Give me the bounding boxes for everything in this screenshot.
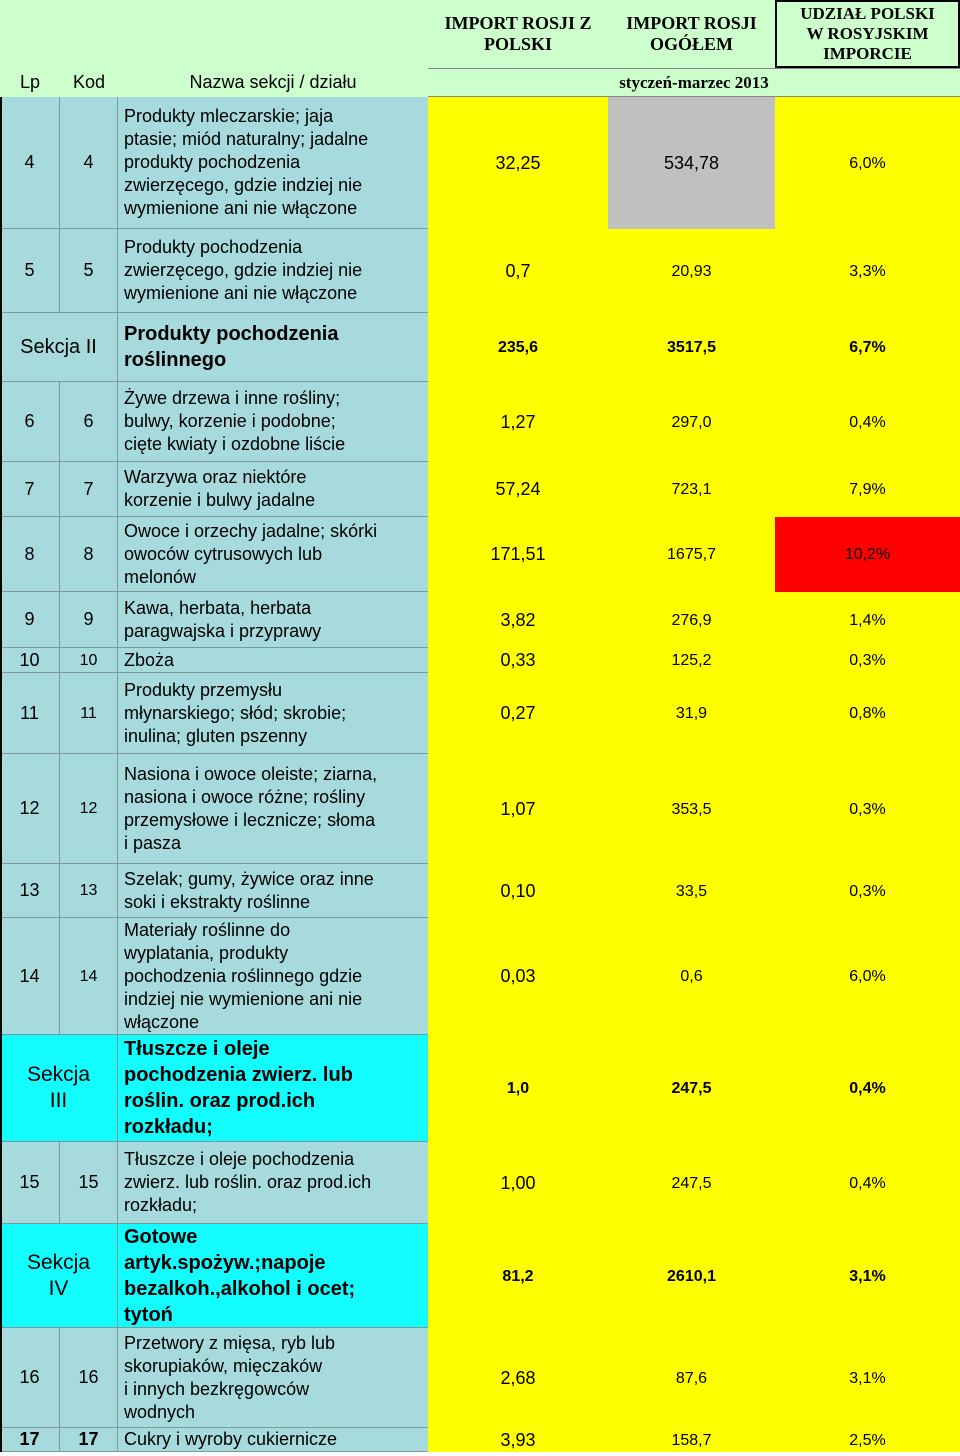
row-6-name-text: Kawa, herbata, herbata paragwajska i przyprawy xyxy=(124,597,322,641)
row-12-import-total xyxy=(608,1035,775,1142)
row-12-share-text: 0,4% xyxy=(849,1080,886,1097)
row-13-lp xyxy=(0,1142,60,1224)
row-14-import-total-text: 2610,1 xyxy=(667,1267,716,1285)
row-0-lp-text: 4 xyxy=(24,152,35,172)
row-9-import-total-text: 353,5 xyxy=(671,800,712,818)
row-15-share-text: 3,1% xyxy=(849,1369,886,1387)
row-7-name-text: Zboża xyxy=(124,649,175,670)
row-1-import-total xyxy=(608,229,775,313)
row-6-name xyxy=(118,592,428,648)
row-3-import-total xyxy=(608,382,775,462)
row-3-lp xyxy=(0,382,60,462)
row-0-import-total-text: 534,78 xyxy=(663,152,720,173)
row-7-import-from-poland xyxy=(428,648,608,673)
row-1-lp xyxy=(0,229,60,313)
row-0-import-from-poland-text: 32,25 xyxy=(495,152,541,173)
row-9-kod-text: 12 xyxy=(79,800,98,817)
row-11-import-from-poland-text: 0,03 xyxy=(500,966,536,986)
row-11-share-text: 6,0% xyxy=(849,968,886,985)
row-11-kod xyxy=(60,918,118,1035)
row-15-import-from-poland xyxy=(428,1328,608,1428)
row-6-lp-text: 9 xyxy=(24,609,35,629)
row-6-kod-text: 9 xyxy=(83,609,94,629)
row-13-import-from-poland-text: 1,00 xyxy=(500,1172,536,1193)
row-4-lp-text: 7 xyxy=(24,478,35,499)
row-0-share-text: 6,0% xyxy=(849,154,886,172)
row-6-share xyxy=(775,592,960,648)
header-lp xyxy=(0,68,60,97)
row-10-import-from-poland xyxy=(428,864,608,918)
row-14-import-from-poland-text: 81,2 xyxy=(502,1267,534,1285)
row-15-import-total xyxy=(608,1328,775,1428)
row-5-kod xyxy=(60,517,118,592)
header-period xyxy=(428,68,960,97)
row-0-import-total xyxy=(608,97,775,229)
row-9-name xyxy=(118,754,428,864)
row-1-name xyxy=(118,229,428,313)
row-13-import-from-poland xyxy=(428,1142,608,1224)
row-3-import-from-poland-text: 1,27 xyxy=(500,411,536,432)
row-9-share xyxy=(775,754,960,864)
row-13-lp-text: 15 xyxy=(19,1172,40,1192)
header-lp-text: Lp xyxy=(19,72,41,92)
header-import-total-text: IMPORT ROSJI OGÓŁEM xyxy=(626,13,757,54)
row-2-import-total-text: 3517,5 xyxy=(667,339,716,356)
row-3-name-text: Żywe drzewa i inne rośliny; bulwy, korzenie i podobne; cięte kwiaty i ozdobne liście xyxy=(124,388,346,454)
row-3-share xyxy=(775,382,960,462)
row-12-import-from-poland-text: 1,0 xyxy=(506,1080,530,1097)
row-0-kod-text: 4 xyxy=(83,152,94,172)
header-period-text: styczeń-marzec 2013 xyxy=(619,73,769,92)
row-4-import-total xyxy=(608,462,775,517)
row-10-import-from-poland-text: 0,10 xyxy=(500,880,536,901)
row-13-share xyxy=(775,1142,960,1224)
row-15-name xyxy=(118,1328,428,1428)
row-12-import-total-text: 247,5 xyxy=(671,1080,712,1097)
row-11-name xyxy=(118,918,428,1035)
row-2-import-total xyxy=(608,313,775,382)
header-kod xyxy=(60,68,118,97)
row-11-lp-text: 14 xyxy=(19,965,40,986)
row-10-import-total xyxy=(608,864,775,918)
row-8-import-total-text: 31,9 xyxy=(675,705,708,722)
row-8-share-text: 0,8% xyxy=(849,705,886,722)
row-10-lp xyxy=(0,864,60,918)
row-8-kod xyxy=(60,673,118,754)
row-1-import-total-text: 20,93 xyxy=(671,262,712,280)
row-13-name-text: Tłuszcze i oleje pochodzenia zwierz. lub roślin. oraz prod.ich rozkładu; xyxy=(124,1149,372,1215)
row-1-name-text: Produkty pochodzenia zwierzęcego, gdzie indziej nie wymienione ani nie włączone xyxy=(124,237,363,303)
row-14-import-from-poland xyxy=(428,1224,608,1328)
row-10-kod xyxy=(60,864,118,918)
row-0-lp xyxy=(0,97,60,229)
row-7-share xyxy=(775,648,960,673)
row-3-kod-text: 6 xyxy=(83,411,94,431)
row-9-lp xyxy=(0,754,60,864)
header-import-from-poland xyxy=(428,0,608,68)
row-1-share xyxy=(775,229,960,313)
row-11-import-total-text: 0,6 xyxy=(680,968,703,985)
header-kod-text: Kod xyxy=(72,72,106,92)
row-4-kod-text: 7 xyxy=(83,478,94,499)
row-4-share-text: 7,9% xyxy=(849,481,886,498)
row-16-import-from-poland-text: 3,93 xyxy=(500,1429,536,1450)
row-4-share xyxy=(775,462,960,517)
row-11-share xyxy=(775,918,960,1035)
row-16-kod-text: 17 xyxy=(78,1429,99,1449)
row-0-name-text: Produkty mleczarskie; jaja ptasie; miód naturalny; jadalne produkty pochodzenia zwierzęcego, gdzie indziej nie wymienione ani nie włączone xyxy=(124,106,369,218)
row-0-import-from-poland xyxy=(428,97,608,229)
row-9-share-text: 0,3% xyxy=(849,800,886,818)
header-import-total xyxy=(608,0,775,68)
row-6-import-from-poland-text: 3,82 xyxy=(500,609,536,630)
row-16-name xyxy=(118,1428,428,1452)
row-15-lp xyxy=(0,1328,60,1428)
row-12-import-from-poland xyxy=(428,1035,608,1142)
row-5-kod-text: 8 xyxy=(83,543,94,564)
row-15-name-text: Przetwory z mięsa, ryb lub skorupiaków, mięczaków i innych bezkręgowców wodnych xyxy=(124,1332,336,1422)
row-13-import-total xyxy=(608,1142,775,1224)
row-7-import-total-text: 125,2 xyxy=(671,652,712,669)
row-11-lp xyxy=(0,918,60,1035)
row-5-import-total-text: 1675,7 xyxy=(667,546,716,563)
row-1-share-text: 3,3% xyxy=(849,262,886,280)
row-5-import-from-poland-text: 171,51 xyxy=(490,544,546,564)
row-13-name xyxy=(118,1142,428,1224)
row-10-kod-text: 13 xyxy=(79,882,98,899)
row-15-share xyxy=(775,1328,960,1428)
row-5-lp xyxy=(0,517,60,592)
row-9-kod xyxy=(60,754,118,864)
row-5-import-total xyxy=(608,517,775,592)
row-13-share-text: 0,4% xyxy=(849,1174,886,1192)
row-16-import-from-poland xyxy=(428,1428,608,1452)
row-8-import-from-poland-text: 0,27 xyxy=(500,703,536,723)
row-11-name-text: Materiały roślinne do wyplatania, produkty pochodzenia roślinnego gdzie indziej nie wymienione ani nie włączone xyxy=(124,919,363,1032)
row-5-name-text: Owoce i orzechy jadalne; skórki owoców cytrusowych lub melonów xyxy=(124,520,378,587)
row-16-share-text: 2,5% xyxy=(849,1431,886,1449)
row-14-section-label-text: Sekcja IV xyxy=(26,1250,91,1300)
row-0-name xyxy=(118,97,428,229)
header-import-from-poland-text: IMPORT ROSJI Z POLSKI xyxy=(444,13,592,54)
row-0-kod xyxy=(60,97,118,229)
row-2-import-from-poland-text: 235,6 xyxy=(497,339,539,356)
row-7-kod-text: 10 xyxy=(79,651,98,669)
row-11-kod-text: 14 xyxy=(79,967,98,985)
row-4-lp xyxy=(0,462,60,517)
row-7-name xyxy=(118,648,428,673)
row-10-share xyxy=(775,864,960,918)
row-7-lp-text: 10 xyxy=(19,649,40,670)
row-9-lp-text: 12 xyxy=(19,798,40,818)
row-3-import-total-text: 297,0 xyxy=(671,413,712,431)
row-11-import-total xyxy=(608,918,775,1035)
row-6-lp xyxy=(0,592,60,648)
row-3-kod xyxy=(60,382,118,462)
row-6-import-total-text: 276,9 xyxy=(671,611,712,629)
row-9-import-total xyxy=(608,754,775,864)
row-3-name xyxy=(118,382,428,462)
row-16-lp-text: 17 xyxy=(19,1429,40,1449)
row-13-import-total-text: 247,5 xyxy=(671,1174,712,1192)
row-8-share xyxy=(775,673,960,754)
header-name xyxy=(118,68,428,97)
row-2-share xyxy=(775,313,960,382)
row-7-kod xyxy=(60,648,118,673)
row-14-name-text: Gotowe artyk.spożyw.;napoje bezalkoh.,alkohol i ocet; tytoń xyxy=(124,1225,356,1326)
row-10-lp-text: 13 xyxy=(19,880,40,900)
row-16-import-total-text: 158,7 xyxy=(671,1431,712,1449)
row-13-kod xyxy=(60,1142,118,1224)
row-9-name-text: Nasiona i owoce oleiste; ziarna, nasiona i owoce różne; rośliny przemysłowe i lecznicze; słoma i pasza xyxy=(124,763,378,853)
row-4-name xyxy=(118,462,428,517)
row-2-section-label-text: Sekcja II xyxy=(20,336,97,358)
row-8-lp xyxy=(0,673,60,754)
row-1-kod xyxy=(60,229,118,313)
row-8-name-text: Produkty przemysłu młynarskiego; słód; skrobie; inulina; gluten pszenny xyxy=(124,679,347,746)
row-4-name-text: Warzywa oraz niektóre korzenie i bulwy jadalne xyxy=(124,467,316,510)
row-14-share xyxy=(775,1224,960,1328)
row-6-share-text: 1,4% xyxy=(849,611,886,629)
row-7-lp xyxy=(0,648,60,673)
row-10-import-total-text: 33,5 xyxy=(675,882,708,900)
row-13-kod-text: 15 xyxy=(78,1172,99,1192)
row-10-share-text: 0,3% xyxy=(849,882,886,900)
row-14-import-total xyxy=(608,1224,775,1328)
row-9-import-from-poland xyxy=(428,754,608,864)
row-6-import-total xyxy=(608,592,775,648)
row-5-name xyxy=(118,517,428,592)
row-6-import-from-poland xyxy=(428,592,608,648)
row-16-share xyxy=(775,1428,960,1452)
row-15-kod xyxy=(60,1328,118,1428)
row-16-kod xyxy=(60,1428,118,1452)
row-8-name xyxy=(118,673,428,754)
row-8-kod-text: 11 xyxy=(80,704,97,722)
row-2-import-from-poland xyxy=(428,313,608,382)
row-3-lp-text: 6 xyxy=(24,411,35,431)
row-6-kod xyxy=(60,592,118,648)
row-11-import-from-poland xyxy=(428,918,608,1035)
row-9-import-from-poland-text: 1,07 xyxy=(500,798,536,819)
row-15-kod-text: 16 xyxy=(78,1367,99,1387)
row-16-import-total xyxy=(608,1428,775,1452)
row-5-import-from-poland xyxy=(428,517,608,592)
row-12-share xyxy=(775,1035,960,1142)
row-8-import-from-poland xyxy=(428,673,608,754)
row-12-section-label-text: Sekcja III xyxy=(26,1063,91,1112)
row-4-import-total-text: 723,1 xyxy=(671,481,712,498)
row-1-import-from-poland-text: 0,7 xyxy=(505,260,531,281)
row-15-import-from-poland-text: 2,68 xyxy=(500,1367,536,1388)
row-14-section-label xyxy=(0,1224,118,1328)
row-12-section-label xyxy=(0,1035,118,1142)
row-10-name xyxy=(118,864,428,918)
row-1-import-from-poland xyxy=(428,229,608,313)
row-7-share-text: 0,3% xyxy=(849,652,886,669)
header-share-text: UDZIAŁ POLSKI W ROSYJSKIM IMPORCIE xyxy=(800,4,935,63)
row-5-share xyxy=(775,517,960,592)
row-2-name xyxy=(118,313,428,382)
row-8-import-total xyxy=(608,673,775,754)
row-4-import-from-poland xyxy=(428,462,608,517)
row-16-lp xyxy=(0,1428,60,1452)
row-12-name xyxy=(118,1035,428,1142)
row-3-import-from-poland xyxy=(428,382,608,462)
header-name-text: Nazwa sekcji / działu xyxy=(189,72,357,92)
row-4-import-from-poland-text: 57,24 xyxy=(495,479,541,499)
row-15-lp-text: 16 xyxy=(19,1367,40,1387)
row-2-share-text: 6,7% xyxy=(849,339,886,356)
row-14-share-text: 3,1% xyxy=(849,1267,886,1285)
row-14-name xyxy=(118,1224,428,1328)
row-15-import-total-text: 87,6 xyxy=(675,1369,708,1387)
row-1-kod-text: 5 xyxy=(83,260,94,280)
row-8-lp-text: 11 xyxy=(20,702,39,723)
row-3-share-text: 0,4% xyxy=(849,413,886,431)
row-5-lp-text: 8 xyxy=(24,543,35,564)
header-share xyxy=(775,0,960,68)
row-5-share-text: 10,2% xyxy=(844,546,891,563)
row-7-import-from-poland-text: 0,33 xyxy=(500,650,536,670)
row-2-name-text: Produkty pochodzenia roślinnego xyxy=(124,323,339,371)
row-1-lp-text: 5 xyxy=(24,260,35,280)
row-10-name-text: Szelak; gumy, żywice oraz inne soki i ekstrakty roślinne xyxy=(124,868,374,912)
row-4-kod xyxy=(60,462,118,517)
row-0-share xyxy=(775,97,960,229)
row-7-import-total xyxy=(608,648,775,673)
row-12-name-text: Tłuszcze i oleje pochodzenia zwierz. lub roślin. oraz prod.ich rozkładu; xyxy=(124,1038,353,1138)
row-16-name-text: Cukry i wyroby cukiernicze xyxy=(124,1429,338,1449)
row-2-section-label xyxy=(0,313,118,382)
